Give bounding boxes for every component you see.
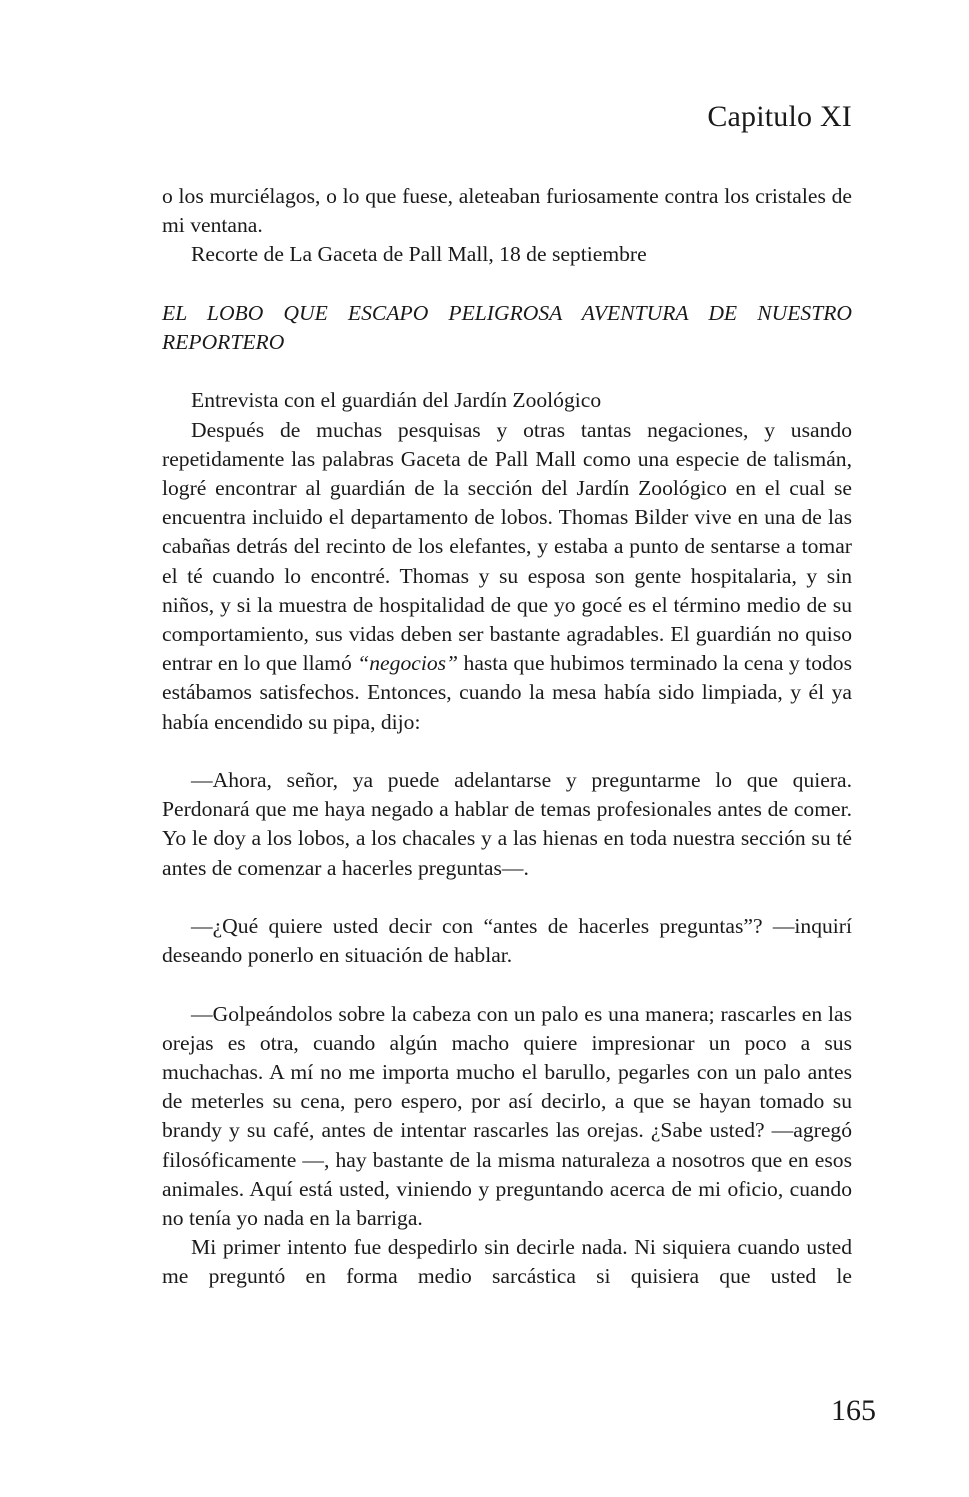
paragraph-interview-intro-part2: hasta que hubimos terminado la cena y todos estábamos satisfechos. Entonces, cuando la mesa había sido limpiada, y él ya había encendido su pipa, dijo: bbox=[162, 651, 853, 734]
paragraph-clipping-source: Recorte de La Gaceta de Pall Mall, 18 de septiembre bbox=[191, 242, 647, 267]
paragraph-final: Mi primer intento fue despedirlo sin decirle nada. Ni siquiera cuando usted me preguntó en forma medio sarcástica si quisiera que usted le bbox=[162, 1235, 852, 1289]
emphasized-negocios: “negocios” bbox=[357, 651, 459, 676]
paragraph-interview-intro-part1: Después de muchas pesquisas y otras tantas negaciones, y usando repetidamente las palabras Gaceta de Pall Mall como una especie de talismán, logré encontrar al guardián de la sección del Jardín Zoológico en el cual se encuentra incluido el departamento de lobos. Thomas Bilder vive en una de las cabañas detrás del recinto de los elefantes, y estaba a punto de sentarse a tomar el té cuando lo encontré. Thomas y su esposa son gente hospitalaria, y sin niños, y si la muestra de hospitalidad de que yo gocé es el término medio de su comportamiento, sus vidas deben ser bastante agradables. El guardián no quiso entrar en lo que llamó bbox=[162, 417, 852, 676]
article-subheading: Entrevista con el guardián del Jardín Zoológico bbox=[191, 388, 602, 413]
body-text bbox=[162, 182, 852, 1292]
paragraph-continuation: o los murciélagos, o lo que fuese, aleteaban furiosamente contra los cristales de mi ventana. bbox=[162, 184, 852, 238]
paragraph-dialogue-1: —Ahora, señor, ya puede adelantarse y preguntarme lo que quiera. Perdonará que me haya negado a hablar de temas profesionales antes de comer. Yo le doy a los lobos, a los chacales y a las hienas en toda nuestra sección su té antes de comenzar a hacerles preguntas—. bbox=[162, 768, 852, 880]
paragraph-dialogue-3: —Golpeándolos sobre la cabeza con un palo es una manera; rascarles en las orejas es otra, cuando algún macho quiere impresionar un poco a sus muchachas. A mí no me importa mucho el barullo, pegarles con un palo antes de meterles su cena, pero espero, por así decirlo, a que se hayan tomado su brandy y su café, antes de intentar rascarles las orejas. ¿Sabe usted? —agregó filosóficamente —, hay bastante de la misma naturaleza a nosotros que en esos animales. Aquí está usted, viniendo y preguntando acerca de mi oficio, cuando no tenía yo nada en la barriga. bbox=[162, 1001, 852, 1231]
chapter-title: Capitulo XI bbox=[707, 100, 852, 133]
page-number: 165 bbox=[831, 1394, 876, 1427]
paragraph-dialogue-2: —¿Qué quiere usted decir con “antes de hacerles preguntas”? —inquirí deseando ponerlo en situación de hablar. bbox=[162, 914, 852, 968]
article-headline: EL LOBO QUE ESCAPO PELIGROSA AVENTURA DE NUESTRO REPORTERO bbox=[162, 300, 852, 354]
paragraph-interview-intro bbox=[162, 416, 852, 737]
